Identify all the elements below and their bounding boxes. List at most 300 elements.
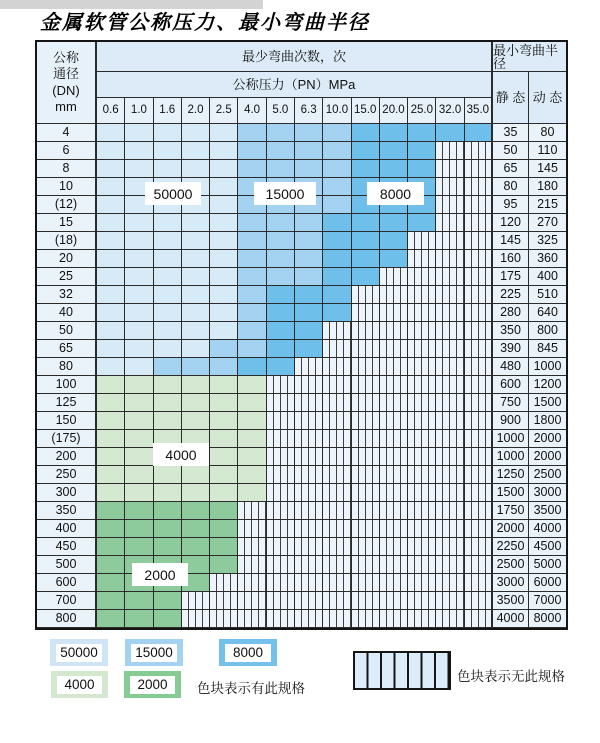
cycle-cell [436, 520, 464, 538]
legend-swatch [125, 639, 183, 666]
cycle-cell [210, 250, 238, 268]
static-radius-cell: 35 [493, 124, 529, 142]
cycle-cell [97, 178, 125, 196]
legend-no-spec-text: 色块表示无此规格 [457, 669, 565, 684]
pressure-header: 公称压力（PN）MPa [97, 72, 493, 98]
cycle-cell [465, 214, 493, 232]
radius-header: 最小弯曲半径 [493, 42, 566, 72]
cycle-cell [323, 538, 351, 556]
static-radius-cell: 50 [493, 142, 529, 160]
cycle-cell [182, 376, 210, 394]
cycle-cell [380, 250, 408, 268]
dn-cell: 25 [37, 268, 97, 286]
cycle-cell [238, 412, 266, 430]
legend-swatch-value: 8000 [225, 644, 271, 662]
legend-no-spec-swatch [353, 651, 451, 690]
cycle-cell [154, 142, 182, 160]
cycle-cell [323, 322, 351, 340]
cycle-cell [465, 286, 493, 304]
dynamic-radius-cell: 3000 [529, 484, 566, 502]
static-radius-cell: 1000 [493, 448, 529, 466]
dynamic-radius-cell: 640 [529, 304, 566, 322]
cycle-cell [125, 466, 153, 484]
static-radius-cell: 1250 [493, 466, 529, 484]
static-radius-cell: 900 [493, 412, 529, 430]
cycle-cell [210, 520, 238, 538]
cycle-cell [380, 304, 408, 322]
cycle-cell [295, 466, 323, 484]
cycle-cell [182, 142, 210, 160]
cycle-cell [97, 358, 125, 376]
cycle-cell [408, 358, 436, 376]
cycle-cell [295, 556, 323, 574]
pressure-col-header: 0.6 [97, 98, 125, 124]
cycle-cell [295, 340, 323, 358]
dn-cell: 50 [37, 322, 97, 340]
cycle-cell [97, 304, 125, 322]
cycle-cell [408, 304, 436, 322]
cycle-cell [97, 340, 125, 358]
cycle-cell [436, 394, 464, 412]
cycle-cell [238, 466, 266, 484]
legend-swatch-value: 4000 [57, 676, 102, 694]
cycle-cell [323, 376, 351, 394]
cycle-cell [267, 358, 295, 376]
cycle-cell [352, 412, 380, 430]
cycle-cell [182, 592, 210, 610]
cycle-cell [238, 268, 266, 286]
cycle-cell [323, 610, 351, 628]
cycle-cell [238, 430, 266, 448]
cycle-cell [465, 250, 493, 268]
cycle-cell [97, 448, 125, 466]
cycle-cell [210, 466, 238, 484]
dn-cell: (12) [37, 196, 97, 214]
cycle-cell [182, 160, 210, 178]
dynamic-radius-cell: 270 [529, 214, 566, 232]
static-radius-cell: 145 [493, 232, 529, 250]
cycle-cell [380, 484, 408, 502]
cycle-cell [295, 304, 323, 322]
cycle-cell [408, 502, 436, 520]
cycle-cell [267, 448, 295, 466]
cycle-cell [323, 196, 351, 214]
cycle-cell [238, 250, 266, 268]
cycle-cell [323, 394, 351, 412]
cycle-cell [380, 592, 408, 610]
dn-cell: 80 [37, 358, 97, 376]
cycle-cell [97, 484, 125, 502]
cycle-cell [295, 376, 323, 394]
cycle-cell [352, 268, 380, 286]
cycle-cell [465, 358, 493, 376]
cycle-cell [267, 484, 295, 502]
cycle-cell [154, 412, 182, 430]
cycle-cell [465, 196, 493, 214]
static-radius-cell: 3500 [493, 592, 529, 610]
cycle-cell [154, 268, 182, 286]
cycle-cell [267, 466, 295, 484]
cycle-cell [408, 592, 436, 610]
legend-swatch [124, 671, 181, 698]
cycle-cell [210, 160, 238, 178]
cycle-cell [154, 304, 182, 322]
cycle-cell [352, 250, 380, 268]
static-radius-cell: 480 [493, 358, 529, 376]
cycle-cell [352, 430, 380, 448]
cycle-cell [267, 268, 295, 286]
cycle-cell [408, 250, 436, 268]
cycle-cell [380, 286, 408, 304]
cycle-cell [238, 340, 266, 358]
cycle-cell [436, 250, 464, 268]
cycle-cell [125, 340, 153, 358]
dn-cell: 65 [37, 340, 97, 358]
dn-cell: 10 [37, 178, 97, 196]
cycle-cell [267, 124, 295, 142]
cycle-cell [352, 610, 380, 628]
cycle-cell [465, 520, 493, 538]
dn-cell: 40 [37, 304, 97, 322]
pressure-col-header: 2.5 [210, 98, 238, 124]
cycle-cell [323, 520, 351, 538]
cycle-cell [267, 250, 295, 268]
cycle-cell [125, 286, 153, 304]
cycle-cell [436, 358, 464, 376]
dynamic-radius-cell: 1800 [529, 412, 566, 430]
cycle-cell [323, 304, 351, 322]
dn-cell: 20 [37, 250, 97, 268]
dn-cell: (175) [37, 430, 97, 448]
cycle-cell [125, 592, 153, 610]
pressure-col-header: 2.0 [182, 98, 210, 124]
cycle-cell [465, 484, 493, 502]
cycle-cell [267, 340, 295, 358]
cycle-cell [125, 322, 153, 340]
static-radius-cell: 1000 [493, 430, 529, 448]
dynamic-radius-cell: 145 [529, 160, 566, 178]
cycle-cell [408, 376, 436, 394]
cycle-cell [238, 484, 266, 502]
dynamic-radius-cell: 4000 [529, 520, 566, 538]
cycle-cell [323, 250, 351, 268]
static-radius-cell: 600 [493, 376, 529, 394]
pressure-col-header: 32.0 [436, 98, 464, 124]
cycle-cell [97, 574, 125, 592]
cycle-cell [352, 556, 380, 574]
cycle-cell [436, 322, 464, 340]
cycle-cell [210, 142, 238, 160]
dynamic-radius-cell: 2000 [529, 430, 566, 448]
cycle-cell [97, 196, 125, 214]
static-radius-cell: 120 [493, 214, 529, 232]
cycle-cell [295, 358, 323, 376]
cycle-cell [154, 214, 182, 232]
cycle-cell [97, 232, 125, 250]
cycle-cell [210, 484, 238, 502]
cycle-cell [125, 610, 153, 628]
dn-cell: 125 [37, 394, 97, 412]
cycle-cell [352, 502, 380, 520]
cycle-cell [210, 214, 238, 232]
cycle-cell [436, 304, 464, 322]
cycle-cell [352, 124, 380, 142]
cycle-cell [267, 394, 295, 412]
cycle-cell [436, 376, 464, 394]
cycle-cell [295, 322, 323, 340]
static-radius-cell: 175 [493, 268, 529, 286]
dn-cell: 4 [37, 124, 97, 142]
dynamic-radius-cell: 4500 [529, 538, 566, 556]
cycle-cell [408, 556, 436, 574]
static-radius-cell: 1500 [493, 484, 529, 502]
cycle-cell [267, 412, 295, 430]
cycle-cell [267, 286, 295, 304]
cycle-cell [182, 466, 210, 484]
cycle-cell [210, 286, 238, 304]
cycle-cell [323, 286, 351, 304]
cycle-cell [238, 124, 266, 142]
dynamic-radius-cell: 2500 [529, 466, 566, 484]
cycle-cell [323, 358, 351, 376]
cycle-cell [97, 250, 125, 268]
cycle-cell [380, 556, 408, 574]
cycle-cell [97, 466, 125, 484]
static-radius-cell: 4000 [493, 610, 529, 628]
cycle-cell [408, 484, 436, 502]
cycle-cell [238, 376, 266, 394]
static-radius-cell: 1750 [493, 502, 529, 520]
cycle-cell [380, 142, 408, 160]
cycle-cell [125, 304, 153, 322]
cycle-cell [210, 124, 238, 142]
cycle-cell [465, 610, 493, 628]
cycle-cell [238, 322, 266, 340]
cycle-cell [182, 304, 210, 322]
cycle-cell [465, 466, 493, 484]
cycle-cell [125, 376, 153, 394]
static-radius-cell: 95 [493, 196, 529, 214]
cycle-cell [182, 250, 210, 268]
dn-cell: 600 [37, 574, 97, 592]
cycle-cell [154, 466, 182, 484]
static-radius-cell: 80 [493, 178, 529, 196]
cycle-cell [352, 304, 380, 322]
cycle-cell [267, 556, 295, 574]
cycle-cell [436, 142, 464, 160]
cycle-cell [465, 538, 493, 556]
cycle-cell [125, 250, 153, 268]
cycle-cell [267, 376, 295, 394]
cycle-cell [352, 286, 380, 304]
static-radius-cell: 280 [493, 304, 529, 322]
cycle-cell [210, 556, 238, 574]
cycle-cell [436, 610, 464, 628]
cycle-cell [238, 574, 266, 592]
cycle-cell [408, 322, 436, 340]
cycle-cell [465, 160, 493, 178]
cycle-cell [295, 502, 323, 520]
cycle-cell [323, 214, 351, 232]
cycle-cell [125, 232, 153, 250]
cycle-cell [154, 124, 182, 142]
cycle-cell [154, 232, 182, 250]
cycle-cell [465, 124, 493, 142]
cycle-cell [97, 142, 125, 160]
cycle-cell [154, 358, 182, 376]
legend-swatch-value: 2000 [130, 676, 175, 694]
cycle-cell [154, 340, 182, 358]
cycle-cell [97, 520, 125, 538]
cycle-cell [352, 358, 380, 376]
dynamic-radius-cell: 1000 [529, 358, 566, 376]
cycle-cell [210, 448, 238, 466]
cycle-cell [210, 196, 238, 214]
dn-cell: 450 [37, 538, 97, 556]
cycle-cell [323, 268, 351, 286]
cycle-cell [295, 250, 323, 268]
dn-cell: 32 [37, 286, 97, 304]
cycle-cell [352, 538, 380, 556]
cycle-cell [323, 412, 351, 430]
cycle-cell [380, 412, 408, 430]
cycle-cell [295, 484, 323, 502]
cycle-cell [465, 592, 493, 610]
cycle-cell [352, 520, 380, 538]
cycle-cell [380, 502, 408, 520]
cycle-cell [352, 448, 380, 466]
table-grid [37, 42, 566, 628]
cycle-cell [182, 268, 210, 286]
corner-line-1: 公称 [52, 50, 79, 65]
cycle-cell [210, 232, 238, 250]
cycle-cell [125, 358, 153, 376]
corner-line-4: mm [55, 98, 77, 114]
cycle-cell [182, 358, 210, 376]
cycle-cell [182, 232, 210, 250]
dynamic-radius-cell: 215 [529, 196, 566, 214]
cycle-cell [154, 484, 182, 502]
cycle-cell [125, 448, 153, 466]
cycle-cell [436, 484, 464, 502]
cycle-cell [125, 520, 153, 538]
cycle-cell [267, 214, 295, 232]
cycle-cell [238, 286, 266, 304]
zone-label: 50000 [145, 182, 201, 205]
cycle-cell [210, 538, 238, 556]
pressure-col-header: 15.0 [352, 98, 380, 124]
static-radius-cell: 2500 [493, 556, 529, 574]
cycle-cell [408, 232, 436, 250]
cycle-cell [408, 124, 436, 142]
cycle-cell [97, 214, 125, 232]
cycle-cell [352, 214, 380, 232]
cycle-cell [408, 286, 436, 304]
cycle-cell [97, 376, 125, 394]
cycle-cell [267, 592, 295, 610]
cycle-cell [97, 160, 125, 178]
cycle-cell [436, 160, 464, 178]
cycle-cell [97, 556, 125, 574]
cycle-cell [238, 538, 266, 556]
cycle-cell [154, 520, 182, 538]
cycle-cell [182, 322, 210, 340]
cycle-cell [97, 430, 125, 448]
cycle-cell [465, 376, 493, 394]
cycle-cell [210, 592, 238, 610]
cycle-cell [210, 502, 238, 520]
cycle-cell [267, 160, 295, 178]
cycle-cell [380, 466, 408, 484]
cycle-cell [182, 502, 210, 520]
cycle-cell [465, 448, 493, 466]
cycle-cell [182, 538, 210, 556]
static-radius-cell: 2000 [493, 520, 529, 538]
static-radius-cell: 225 [493, 286, 529, 304]
cycle-cell [352, 232, 380, 250]
dynamic-radius-cell: 2000 [529, 448, 566, 466]
static-header: 静 态 [493, 72, 529, 124]
cycle-cell [380, 322, 408, 340]
cycle-cell [295, 142, 323, 160]
dynamic-radius-cell: 80 [529, 124, 566, 142]
cycle-cell [323, 484, 351, 502]
dn-cell: 700 [37, 592, 97, 610]
dynamic-radius-cell: 400 [529, 268, 566, 286]
cycle-cell [125, 142, 153, 160]
cycle-cell [352, 376, 380, 394]
cycle-cell [295, 538, 323, 556]
cycle-cell [267, 538, 295, 556]
cycle-cell [125, 484, 153, 502]
cycle-cell [380, 232, 408, 250]
static-radius-cell: 65 [493, 160, 529, 178]
dn-cell: 150 [37, 412, 97, 430]
cycle-cell [408, 214, 436, 232]
cycle-cell [210, 268, 238, 286]
cycle-cell [210, 394, 238, 412]
cycle-cell [295, 214, 323, 232]
cycle-cell [352, 484, 380, 502]
cycle-cell [408, 574, 436, 592]
cycle-cell [267, 610, 295, 628]
dynamic-radius-cell: 7000 [529, 592, 566, 610]
cycle-cell [436, 340, 464, 358]
cycle-cell [238, 142, 266, 160]
dn-cell: 8 [37, 160, 97, 178]
cycle-cell [154, 286, 182, 304]
dynamic-radius-cell: 1200 [529, 376, 566, 394]
cycle-cell [238, 304, 266, 322]
pressure-col-header: 5.0 [267, 98, 295, 124]
cycle-cell [238, 448, 266, 466]
cycle-cell [267, 142, 295, 160]
cycle-cell [210, 610, 238, 628]
static-radius-cell: 350 [493, 322, 529, 340]
cycle-cell [125, 502, 153, 520]
cycle-cell [352, 142, 380, 160]
cycle-cell [408, 610, 436, 628]
cycle-cell [238, 592, 266, 610]
cycle-cell [125, 412, 153, 430]
cycle-cell [436, 430, 464, 448]
cycle-cell [295, 394, 323, 412]
cycle-cell [436, 448, 464, 466]
cycle-cell [154, 250, 182, 268]
cycle-cell [295, 610, 323, 628]
dynamic-radius-cell: 510 [529, 286, 566, 304]
legend-swatch [50, 639, 108, 666]
